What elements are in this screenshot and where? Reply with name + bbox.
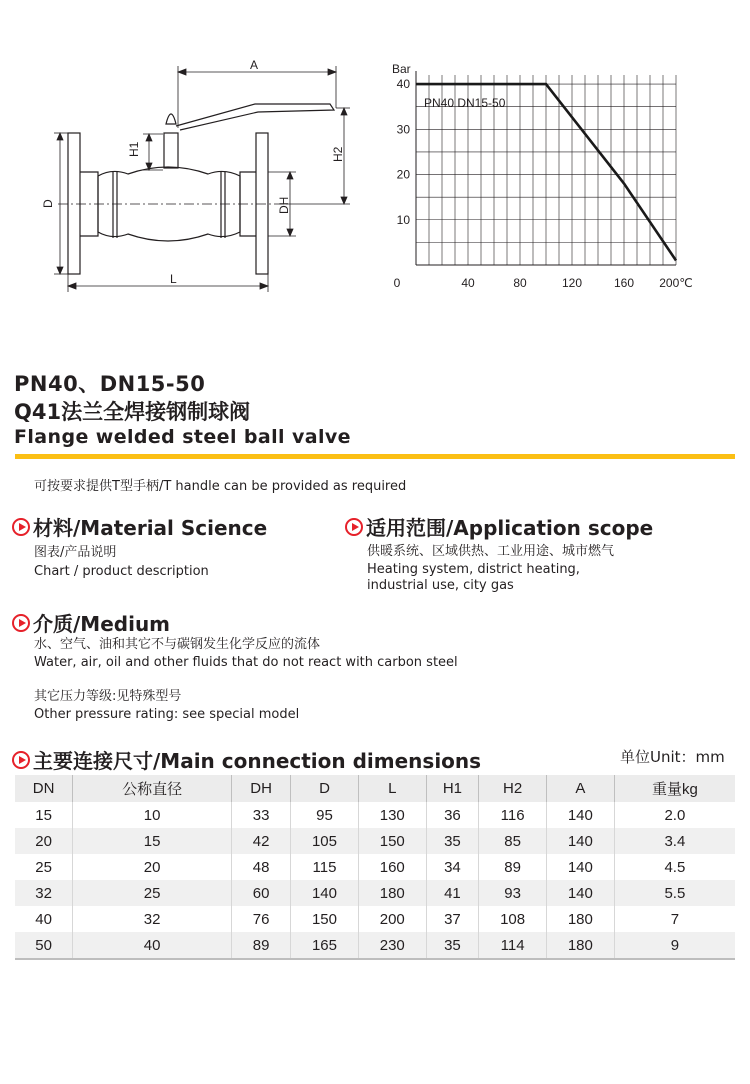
table-row	[15, 932, 735, 959]
table-cell: 41	[426, 880, 479, 906]
col-header-nominal-diameter: 公称直径	[73, 775, 232, 802]
x-tick-label: 200℃	[659, 276, 693, 290]
chart-title: PN40 DN15-50	[424, 96, 506, 110]
medium-line-cn: 水、空气、油和其它不与碳钢发生化学反应的流体	[34, 637, 321, 652]
x-tick-label: 80	[513, 276, 527, 290]
handle	[176, 104, 334, 130]
table-cell: 15	[73, 828, 232, 854]
table-header-row	[15, 775, 735, 802]
table-cell: 25	[73, 880, 232, 906]
table-cell: 7	[614, 906, 735, 932]
table-cell: 4.5	[614, 854, 735, 880]
table-cell: 200	[358, 906, 426, 932]
t-handle-note: 可按要求提供T型手柄/T handle can be provided as required	[34, 479, 407, 494]
table-cell: 2.0	[614, 802, 735, 828]
col-header-weight: 重量kg	[614, 775, 735, 802]
table-cell: 25	[35, 858, 52, 876]
table-cell: 116	[479, 802, 547, 828]
table-cell: 165	[291, 932, 359, 959]
table-cell: 180	[546, 932, 614, 959]
left-flange	[68, 133, 80, 274]
table-cell: 32	[73, 906, 232, 932]
col-header-d: D	[291, 775, 359, 802]
table-cell: 33	[232, 802, 291, 828]
section-medium-title: 介质/Medium	[33, 612, 171, 636]
dim-label-a: A	[250, 58, 259, 72]
table-row	[15, 880, 735, 906]
application-line-cn: 供暖系统、区域供热、工业用途、城市燃气	[367, 544, 615, 559]
table-cell: 115	[291, 854, 359, 880]
play-bullet-icon	[345, 518, 363, 536]
table-cell: 9	[614, 932, 735, 959]
dim-label-l: L	[170, 272, 177, 286]
x-tick-label: 160	[613, 276, 635, 290]
table-cell: 180	[546, 906, 614, 932]
table-cell: 40	[73, 932, 232, 959]
dimensions-table	[15, 775, 735, 960]
col-header-dh: DH	[232, 775, 291, 802]
table-cell: 60	[232, 880, 291, 906]
play-bullet-icon	[12, 614, 30, 632]
table-cell: 42	[232, 828, 291, 854]
medium-line-en: Water, air, oil and other fluids that do not react with carbon steel	[34, 655, 458, 670]
table-cell: 35	[426, 932, 479, 959]
table-cell: 89	[479, 854, 547, 880]
table-cell: 140	[546, 802, 614, 828]
section-dimensions-heading	[12, 745, 481, 774]
stem	[164, 133, 178, 168]
table-row	[15, 854, 735, 880]
table-cell: 105	[291, 828, 359, 854]
table-cell: 150	[291, 906, 359, 932]
table-cell: 5.5	[614, 880, 735, 906]
play-bullet-icon	[12, 518, 30, 536]
table-cell: 180	[358, 880, 426, 906]
table-row	[15, 828, 735, 854]
col-header-h2: H2	[479, 775, 547, 802]
table-cell: 160	[358, 854, 426, 880]
table-cell: 20	[15, 828, 73, 854]
right-flange	[256, 133, 268, 274]
table-cell: 40	[35, 910, 52, 928]
table-cell: 50	[15, 932, 73, 959]
table-cell: 20	[73, 854, 232, 880]
dim-label-d: D	[41, 199, 55, 208]
table-cell: 130	[358, 802, 426, 828]
table-cell: 89	[232, 932, 291, 959]
y-tick-label: 40	[396, 77, 410, 92]
material-line-en: Chart / product description	[34, 564, 209, 579]
table-cell: 32	[15, 880, 73, 906]
col-header-l: L	[358, 775, 426, 802]
pressure-rating-cn: 其它压力等级:见特殊型号	[34, 689, 182, 704]
pressure-rating-en: Other pressure rating: see special model	[34, 707, 300, 722]
table-cell: 76	[232, 906, 291, 932]
table-cell: 35	[426, 828, 479, 854]
y-tick-label: 10	[396, 212, 410, 227]
application-line-en-2: industrial use, city gas	[367, 578, 514, 593]
x-tick-label: 40	[461, 276, 475, 290]
section-material-title: 材料/Material Science	[33, 516, 268, 540]
y-tick-label: 20	[396, 167, 410, 182]
unit-label: 单位Unit：mm	[620, 748, 725, 766]
table-cell: 3.4	[614, 828, 735, 854]
material-line-cn: 图表/产品说明	[34, 545, 117, 560]
dim-label-h1: H1	[127, 141, 141, 157]
yellow-divider	[15, 454, 735, 459]
table-cell: 150	[358, 828, 426, 854]
table-cell: 37	[426, 906, 479, 932]
dim-label-h2: H2	[331, 146, 345, 162]
pressure-temperature-chart	[380, 55, 725, 300]
col-header-dn: DN	[15, 775, 73, 802]
product-title-cn: Q41法兰全焊接钢制球阀	[14, 400, 251, 424]
play-bullet-icon	[12, 751, 30, 769]
table-cell: 140	[546, 828, 614, 854]
table-cell: 140	[546, 880, 614, 906]
table-cell: 10	[73, 802, 232, 828]
table-cell: 108	[479, 906, 547, 932]
table-row	[15, 802, 735, 828]
x-tick-label: 120	[561, 276, 583, 290]
section-application-title: 适用范围/Application scope	[366, 516, 654, 540]
product-pressure-size: PN40、DN15-50	[14, 372, 206, 396]
col-header-a: A	[546, 775, 614, 802]
table-cell: 34	[426, 854, 479, 880]
chart-y-axis-label: Bar	[392, 62, 411, 76]
table-cell: 15	[35, 806, 52, 824]
section-dimensions-title: 主要连接尺寸/Main connection dimensions	[33, 749, 482, 773]
section-material-heading	[12, 512, 267, 541]
table-cell: 230	[358, 932, 426, 959]
table-cell: 140	[291, 880, 359, 906]
table-cell: 95	[291, 802, 359, 828]
table-cell: 36	[426, 802, 479, 828]
dim-label-dh: DH	[277, 196, 291, 214]
y-tick-label: 30	[396, 122, 410, 137]
section-medium-heading	[12, 608, 170, 637]
table-cell: 140	[546, 854, 614, 880]
table-row	[15, 906, 735, 932]
table-cell: 85	[479, 828, 547, 854]
table-cell: 93	[479, 880, 547, 906]
x-tick-label: 0	[393, 276, 401, 290]
application-line-en-1: Heating system, district heating,	[367, 562, 580, 577]
col-header-h1: H1	[426, 775, 479, 802]
table-cell: 48	[232, 854, 291, 880]
section-application-heading	[345, 512, 653, 541]
product-title-en: Flange welded steel ball valve	[14, 426, 351, 448]
table-cell: 114	[479, 932, 547, 959]
valve-drawing	[0, 0, 360, 310]
